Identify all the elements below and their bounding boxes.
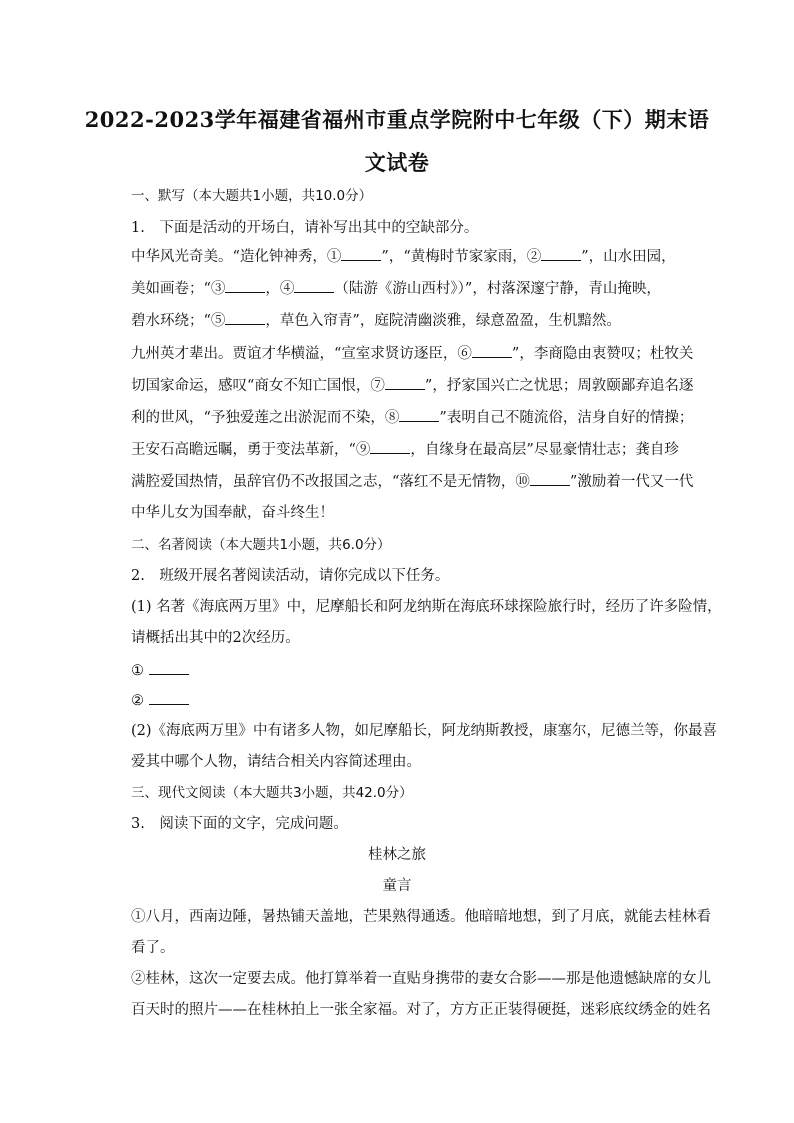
article-paragraph-2-line-2: 百天时的照片——在桂林拍上一张全家福。对了，方方正正装得硬挺，迷彩底纹绣金的姓名 — [131, 1002, 711, 1018]
q1-text: 美如画卷；“③ — [131, 281, 226, 297]
q1-text: ，自缘身在最高层”尽显豪情壮志；龚自珍 — [410, 442, 679, 458]
fill-blank-2 — [541, 246, 581, 261]
exam-title-line-2: 文试卷 — [364, 150, 430, 175]
q1-text: 利的世风，“予独爱莲之出淤泥而不染，⑧ — [131, 410, 400, 426]
q2-part-1-line-2: 请概括出其中的2次经历。 — [131, 630, 300, 646]
question-3-stem: 3. 阅读下面的文字，完成问题。 — [131, 816, 348, 832]
section-heading-1: 一、默写（本大题共1小题，共10.0分） — [131, 188, 373, 204]
fill-blank-6 — [472, 343, 512, 358]
fill-blank-7 — [385, 375, 425, 390]
q1-text: ”激励着一代又一代 — [569, 474, 694, 490]
answer-blank-2 — [149, 690, 189, 705]
q1-text: 碧水环绕；“⑤ — [131, 313, 226, 329]
question-2-stem: 2. 班级开展名著阅读活动，请你完成以下任务。 — [131, 568, 450, 584]
q1-text: 中华风光奇美。“造化钟神秀，① — [131, 249, 342, 265]
q1-line-8 — [131, 471, 696, 492]
fill-blank-9 — [370, 439, 410, 454]
q1-text: （陆游《游山西村》）”，村落深邃宁静，青山掩映， — [334, 281, 661, 297]
fill-blank-5 — [225, 310, 265, 325]
q1-line-2 — [131, 278, 696, 299]
answer-marker: ① — [131, 663, 144, 679]
q1-line-1 — [131, 246, 696, 267]
q1-line-5 — [131, 375, 696, 396]
q1-text: ”，抒家国兴亡之忧思；周敦颐鄙弃追名逐 — [424, 378, 694, 394]
q1-line-3 — [131, 310, 696, 331]
q1-text: ”，“黄梅时节家家雨，② — [381, 249, 542, 265]
q1-text: ”表明自己不随流俗，洁身自好的情操； — [439, 410, 694, 426]
article-paragraph-1-line-1: ①八月，西南边陲，暑热铺天盖地，芒果熟得通透。他暗暗地想，到了月底，就能去桂林看 — [131, 909, 711, 925]
article-paragraph-1-line-2: 看了。 — [131, 940, 175, 956]
q2-part-2-line-1: (2)《海底两万里》中有诸多人物，如尼摩船长，阿龙纳斯教授，康塞尔，尼德兰等，你最喜 — [131, 723, 718, 739]
exam-title-line-1: 2022-2023学年福建省福州市重点学院附中七年级（下）期末语 — [84, 107, 710, 132]
section-heading-3: 三、现代文阅读（本大题共3小题，共42.0分） — [131, 785, 413, 801]
fill-blank-1 — [341, 246, 381, 261]
fill-blank-10 — [530, 471, 570, 486]
q2-answer-1 — [131, 660, 696, 681]
article-paragraph-2-line-1: ②桂林，这次一定要去成。他打算举着一直贴身携带的妻女合影——那是他遗憾缺席的女儿 — [131, 971, 711, 987]
q1-text: ”，李商隐由衷赞叹；杜牧关 — [511, 346, 694, 362]
q1-line-4 — [131, 343, 696, 364]
fill-blank-4 — [294, 278, 334, 293]
q1-text: ，草色入帘青”，庭院清幽淡雅，绿意盈盈，生机黯然。 — [265, 313, 621, 329]
article-title: 桂林之旅 — [368, 847, 426, 863]
q2-part-1-line-1: (1) 名著《海底两万里》中，尼摩船长和阿龙纳斯在海底环球探险旅行时，经历了许多险情， — [131, 599, 722, 615]
q1-line-6 — [131, 407, 696, 428]
q1-text: 王安石高瞻远瞩，勇于变法革新，“⑨ — [131, 442, 371, 458]
q1-line-9: 中华儿女为国奉献，奋斗终生！ — [131, 505, 334, 521]
answer-marker: ② — [131, 693, 144, 709]
fill-blank-8 — [399, 407, 439, 422]
q1-text: 切国家命运，感叹“商女不知亡国恨，⑦ — [131, 378, 385, 394]
question-1-stem: 1. 下面是活动的开场白，请补写出其中的空缺部分。 — [131, 220, 479, 236]
q1-text: 满腔爱国热情，虽辞官仍不改报国之志，“落红不是无情物，⑩ — [131, 474, 530, 490]
fill-blank-3 — [225, 278, 265, 293]
article-author: 童言 — [382, 878, 412, 894]
q2-answer-2 — [131, 690, 696, 711]
answer-blank-1 — [149, 660, 189, 675]
q1-line-7 — [131, 439, 696, 460]
section-heading-2: 二、名著阅读（本大题共1小题，共6.0分） — [131, 537, 391, 553]
q1-text: ”，山水田园， — [581, 249, 676, 265]
q1-text: ，④ — [265, 281, 295, 297]
q1-text: 九州英才辈出。贾谊才华横溢，“宣室求贤访逐臣，⑥ — [131, 346, 472, 362]
q2-part-2-line-2: 爱其中哪个人物，请结合相关内容简述理由。 — [131, 754, 421, 770]
